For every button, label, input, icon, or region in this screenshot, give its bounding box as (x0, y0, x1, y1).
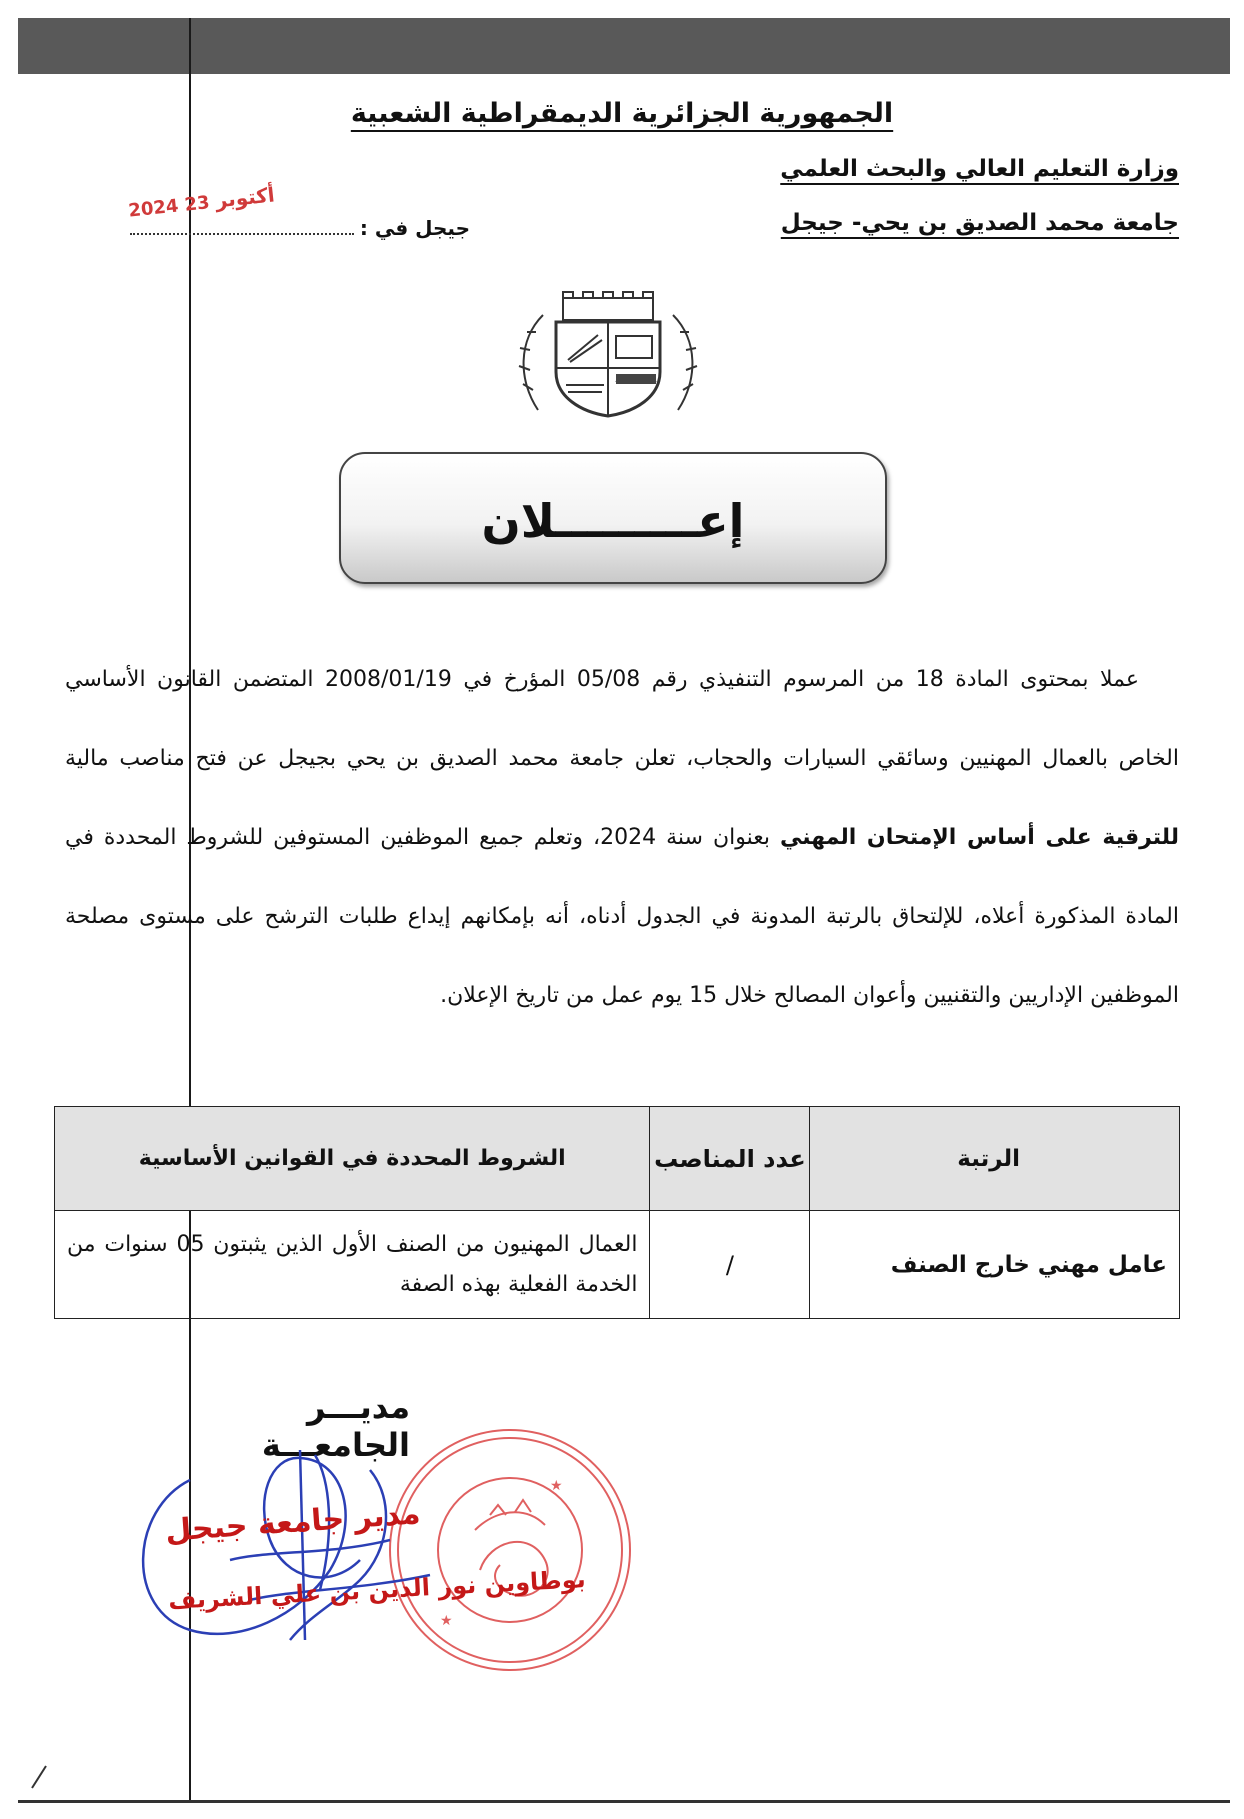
scan-bottom-line (18, 1800, 1230, 1803)
date-dotted-line (130, 219, 354, 235)
cell-conditions: العمال المهنيون من الصنف الأول الذين يثبتون 05 سنوات من الخدمة الفعلية بهذه الصفة (55, 1211, 650, 1319)
header-conditions: الشروط المحددة في القوانين الأساسية (55, 1107, 650, 1211)
place-date-field (130, 216, 470, 240)
announcement-box (339, 452, 887, 584)
svg-text:★: ★ (440, 1613, 453, 1629)
scan-top-bar (18, 18, 1230, 74)
pen-mark-icon (28, 1760, 58, 1790)
cell-rank: عامل مهني خارج الصنف (810, 1211, 1180, 1319)
place-label: جيجل في : (359, 216, 470, 240)
date-stamp-month: أكتوبر (214, 182, 276, 213)
header-count: عدد المناصب (650, 1107, 810, 1211)
signature-name-line1: مدير جامعة جيجل (164, 1496, 422, 1549)
university-heading: جامعة محمد الصديق بن يحي- جيجل (780, 210, 1179, 236)
svg-text:★: ★ (550, 1478, 563, 1494)
body-paragraph (65, 640, 1179, 1035)
positions-table (54, 1106, 1180, 1319)
director-title: مديـــر الجامعـــة (261, 1388, 410, 1464)
header-rank: الرتبة (810, 1107, 1180, 1211)
table-row (55, 1211, 1180, 1319)
cell-count: / (650, 1211, 810, 1319)
date-stamp-day: 23 (183, 192, 211, 216)
handwritten-signature-icon (130, 1440, 470, 1670)
body-text-part2: بعنوان سنة 2024، وتعلم جميع الموظفين المستوفين للشروط المحددة في المادة المذكورة أعلاه، للإلتحاق بالرتبة المدونة في الجدول أدناه، أنه بإمكانهم إيداع طلبات الترشح على مستوى مصلحة الموظفين الإداريين والتقنيين وأعوان المصالح خلال 15 يوم عمل من تاريخ الإعلان. (65, 825, 1179, 1008)
republic-heading: الجمهورية الجزائرية الديمقراطية الشعبية (350, 98, 894, 129)
signature-name-line2: بوطاوين نور الدين بن علي الشريف (167, 1565, 587, 1615)
ministry-heading: وزارة التعليم العالي والبحث العلمي (780, 156, 1179, 182)
announcement-title: إعـــــــــلان (481, 494, 745, 548)
body-text-bold: للترقية على أساس الإمتحان المهني (779, 825, 1179, 850)
table-header-row (55, 1107, 1180, 1211)
date-stamp-year: 2024 (127, 195, 180, 222)
announcement-body (65, 640, 1179, 1035)
university-emblem-icon (508, 290, 708, 420)
body-text-part1: عملا بمحتوى المادة 18 من المرسوم التنفيذي رقم 05/08 المؤرخ في 2008/01/19 المتضمن القانون الأساسي الخاص بالعمال المهنيين وسائقي السيارات والحجاب، تعلن جامعة محمد الصديق بن يحي بجيجل عن فتح مناصب مالية (65, 667, 1179, 771)
